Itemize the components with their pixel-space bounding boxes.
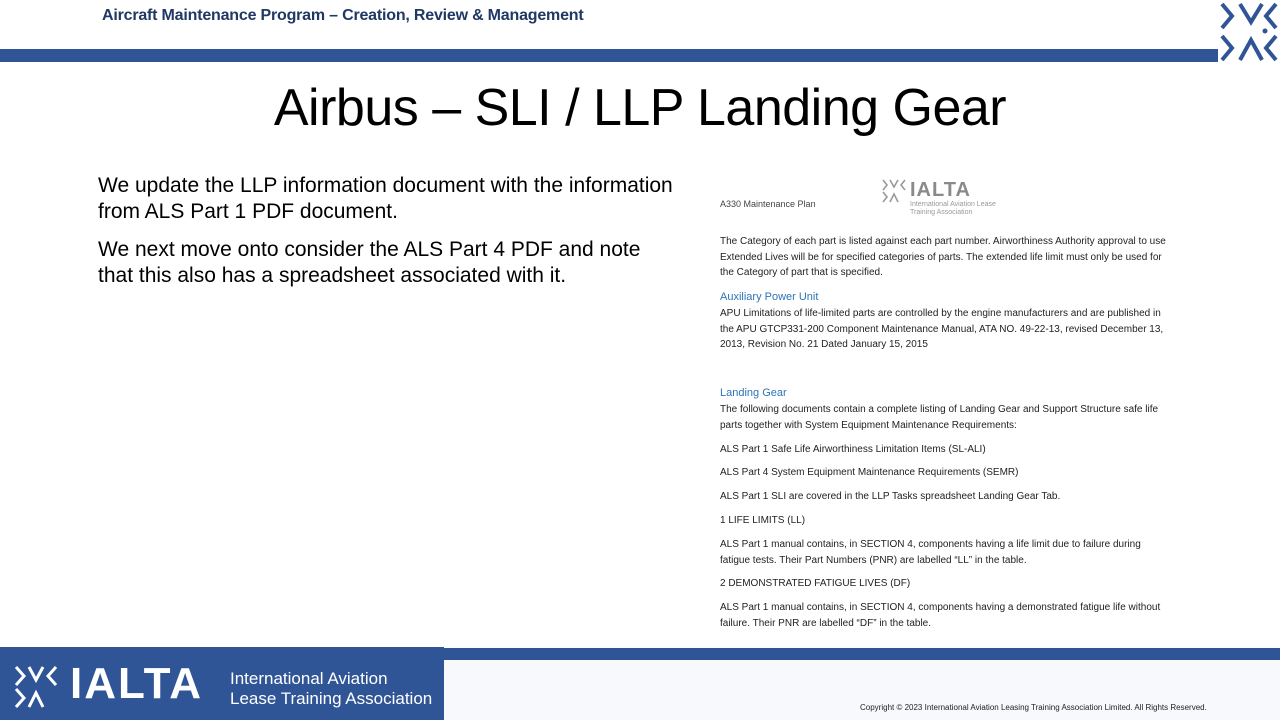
slide-title: Airbus – SLI / LLP Landing Gear (273, 79, 1007, 137)
paragraph: We update the LLP information document with the information from ALS Part 1 PDF document. (98, 174, 673, 223)
paragraph: We next move onto consider the ALS Part 4 PDF and note that this also has a spreadsheet associated with it. (98, 238, 641, 287)
footer-logo-line: Lease Training Association (230, 689, 433, 708)
document-logo (882, 179, 1042, 219)
footer-logo-fullname (230, 669, 432, 709)
doc-paragraph: ALS Part 1 manual contains, in SECTION 4, components having a life limit due to failure during fatigue tests. Their Part Numbers (PNR) are labelled “LL” in the table. (720, 539, 1141, 566)
doc-paragraph: The Category of each part is listed against each part number. Airworthiness Authority approval to use Extended Lives will be for specified categories of parts. The extended life limit must only be used for the Category of part that is specified. (720, 236, 1166, 278)
doc-paragraph: ALS Part 1 manual contains, in SECTION 4, components having a demonstrated fatigue life without failure. Their PNR are labelled “DF” in the table. (720, 602, 1161, 629)
doc-paragraph: APU Limitations of life-limited parts are controlled by the engine manufacturers and are published in the APU GTCP331-200 Component Maintenance Manual, ATA NO. 49-22-13, revised December 13, 2013, Revision No. 21 Dated January 15, 2015 (720, 308, 1164, 350)
doc-line: 2 DEMONSTRATED FATIGUE LIVES (DF) (720, 578, 911, 589)
footer-logo-text: IALTA (70, 659, 203, 708)
doc-line: ALS Part 1 SLI are covered in the LLP Tasks spreadsheet Landing Gear Tab. (720, 491, 1061, 502)
ialta-mark-icon (14, 665, 58, 709)
ialta-mark-icon (1218, 0, 1280, 62)
footer-logo (0, 647, 444, 720)
doc-paragraph: The following documents contain a complete listing of Landing Gear and Support Structure safe life parts together with System Equipment Maintenance Requirements: (720, 404, 1159, 431)
header-bar (0, 49, 1218, 62)
footer-bar (443, 648, 1280, 660)
copyright-notice: Copyright © 2023 International Aviation Leasing Training Association Limited. All Rights Reserved. (860, 703, 1207, 712)
doc-heading: Auxiliary Power Unit (720, 291, 819, 303)
header-title: Aircraft Maintenance Program – Creation, Review & Management (102, 7, 584, 24)
doc-line: ALS Part 1 Safe Life Airworthiness Limitation Items (SL-ALI) (720, 444, 986, 455)
document-logo-subtext: International Aviation Lease Training Association (910, 201, 996, 216)
body-text (98, 173, 678, 301)
document-logo-text: IALTA (910, 179, 971, 201)
doc-heading: Landing Gear (720, 387, 787, 399)
plan-label: A330 Maintenance Plan (720, 199, 816, 209)
footer-logo-line: International Aviation (230, 669, 388, 688)
document-excerpt (700, 170, 1180, 640)
doc-line: 1 LIFE LIMITS (LL) (720, 515, 806, 526)
doc-line: ALS Part 4 System Equipment Maintenance Requirements (SEMR) (720, 467, 1019, 478)
ialta-mark-icon (882, 179, 906, 203)
